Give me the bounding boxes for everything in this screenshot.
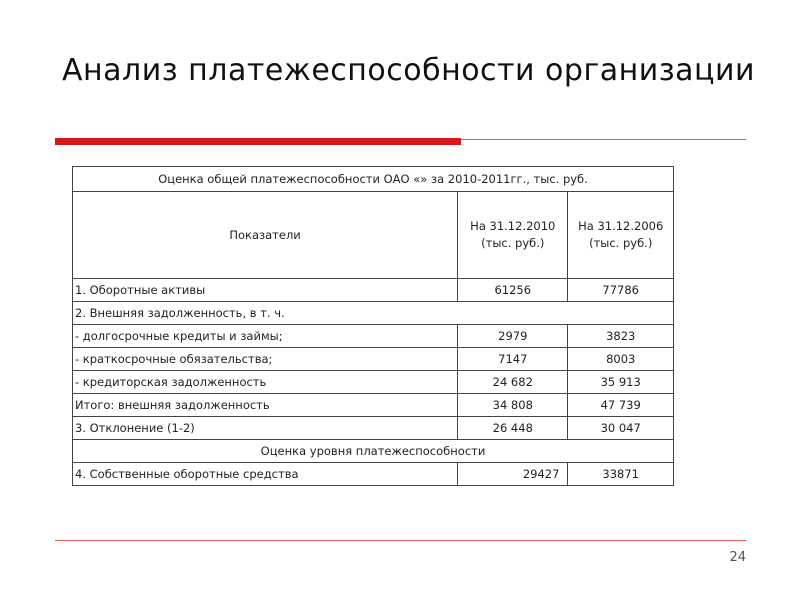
row-label: 1. Оборотные активы <box>73 279 458 302</box>
header-col-2010-unit: (тыс. руб.) <box>481 236 545 250</box>
header-col-2006-date: На 31.12.2006 <box>578 219 664 233</box>
header-col-2010-date: На 31.12.2010 <box>470 219 556 233</box>
table-caption: Оценка общей платежеспособности ОАО «» за 2010-2011гг., тыс. руб. <box>73 167 674 192</box>
row-label: - кредиторская задолженность <box>73 371 458 394</box>
row-value-2010: 2979 <box>458 325 568 348</box>
table-row <box>73 417 674 440</box>
title-divider-line <box>461 139 746 140</box>
table-caption-row <box>73 167 674 192</box>
row-value-2010: 7147 <box>458 348 568 371</box>
table-row <box>73 302 674 325</box>
header-indicator: Показатели <box>73 192 458 279</box>
row-value-2006: 3823 <box>568 325 674 348</box>
header-col-2006-unit: (тыс. руб.) <box>589 236 653 250</box>
section-title-row <box>73 440 674 463</box>
row-value-2006: 33871 <box>568 463 674 486</box>
header-col-2010 <box>458 192 568 279</box>
row-value-2006: 35 913 <box>568 371 674 394</box>
table-header-row <box>73 192 674 279</box>
row-value-2006: 77786 <box>568 279 674 302</box>
row-value-2006: 47 739 <box>568 394 674 417</box>
row-value-2006: 30 047 <box>568 417 674 440</box>
row-value-2010: 61256 <box>458 279 568 302</box>
row-label: - краткосрочные обязательства; <box>73 348 458 371</box>
row-label: 2. Внешняя задолженность, в т. ч. <box>73 302 674 325</box>
header-col-2006 <box>568 192 674 279</box>
table-row <box>73 279 674 302</box>
footer-divider-line <box>55 540 746 541</box>
row-value-2010: 34 808 <box>458 394 568 417</box>
slide-title: Анализ платежеспособности организации <box>62 53 755 88</box>
row-label: - долгосрочные кредиты и займы; <box>73 325 458 348</box>
title-accent-bar <box>55 138 461 145</box>
table-row <box>73 325 674 348</box>
table-row <box>73 348 674 371</box>
row-value-2010: 26 448 <box>458 417 568 440</box>
table-row <box>73 463 674 486</box>
row-value-2006: 8003 <box>568 348 674 371</box>
table-row <box>73 371 674 394</box>
row-label: 3. Отклонение (1-2) <box>73 417 458 440</box>
table-row <box>73 394 674 417</box>
row-label: 4. Собственные оборотные средства <box>73 463 458 486</box>
section-title: Оценка уровня платежеспособности <box>73 440 674 463</box>
solvency-table <box>72 166 674 486</box>
row-value-2010: 24 682 <box>458 371 568 394</box>
page-number: 24 <box>729 550 746 565</box>
row-value-2010: 29427 <box>458 463 568 486</box>
row-label: Итого: внешняя задолженность <box>73 394 458 417</box>
